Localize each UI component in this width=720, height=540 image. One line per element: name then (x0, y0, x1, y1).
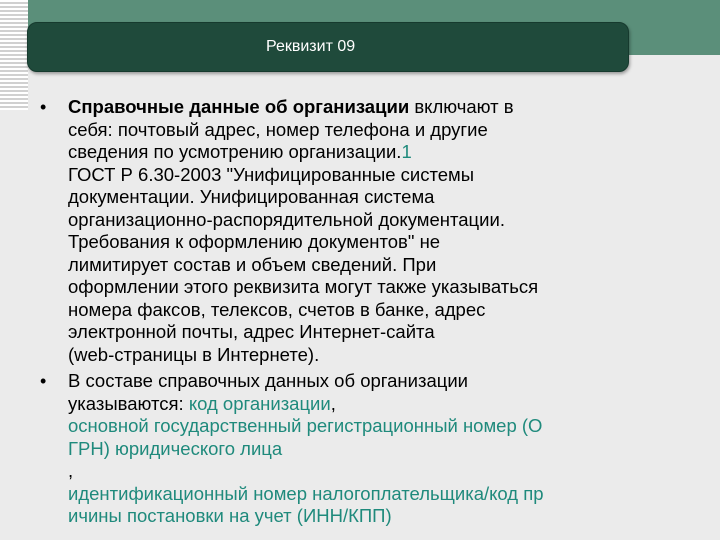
bullet-item-1 (40, 96, 700, 366)
bullet2-line-1: В составе справочных данных об организации (68, 370, 468, 391)
bullet1-line-12: (web-страницы в Интернете). (68, 343, 320, 365)
slide-title: Реквизит 09 (266, 38, 356, 55)
inn-kpp-link-line-2[interactable]: ичины постановки на учет (ИНН/КПП) (68, 505, 392, 526)
bullet-dot-icon: • (40, 97, 47, 117)
bullet2-prefix: указываются: (68, 392, 189, 414)
bullet1-line-10: номера факсов, телексов, счетов в банке, адрес (68, 298, 486, 320)
bullet1-heading: Справочные данные об организации (68, 96, 410, 117)
bullet1-line-3 (68, 141, 700, 164)
content-area (40, 96, 700, 532)
bullet1-line-11: электронной почты, адрес Интернет-сайта (68, 321, 435, 342)
bullet1-line-4: ГОСТ Р 6.30-2003 "Унифицированные системы (68, 163, 475, 185)
inn-kpp-link-line-1[interactable]: идентификационный номер налогоплательщика/код пр (68, 482, 544, 504)
bullet1-line-1-text: включают в (409, 96, 514, 117)
bullet1-line-1 (68, 96, 700, 119)
bullet1-line-8: лимитирует состав и объем сведений. При (68, 253, 437, 275)
bullet1-line-5: документации. Унифицированная система (68, 186, 435, 207)
bullet2-comma-1: , (330, 392, 336, 414)
bullet1-line-6: организационно-распорядительной документации. (68, 208, 505, 230)
bullet-dot-icon: • (40, 371, 47, 391)
org-code-link[interactable]: код организации (188, 392, 331, 414)
left-stripe-decor (0, 0, 28, 110)
bullet1-line-3-text: сведения по усмотрению организации. (68, 141, 402, 162)
bullet2-line-2 (68, 393, 700, 416)
bullet1-line-7: Требования к оформлению документов" не (68, 231, 441, 252)
bullet1-line-9: оформлении этого реквизита могут также указываться (68, 276, 539, 297)
ogrn-link-line-2[interactable]: ГРН) юридического лица (68, 437, 283, 459)
bullet1-line-2: себя: почтовый адрес, номер телефона и другие (68, 118, 488, 140)
bullet-item-2 (40, 370, 700, 528)
bullet2-comma-2: , (68, 460, 74, 481)
footnote-link[interactable]: 1 (401, 141, 412, 162)
title-bar (27, 22, 629, 72)
ogrn-link-line-1[interactable]: основной государственный регистрационный номер (О (68, 415, 543, 436)
